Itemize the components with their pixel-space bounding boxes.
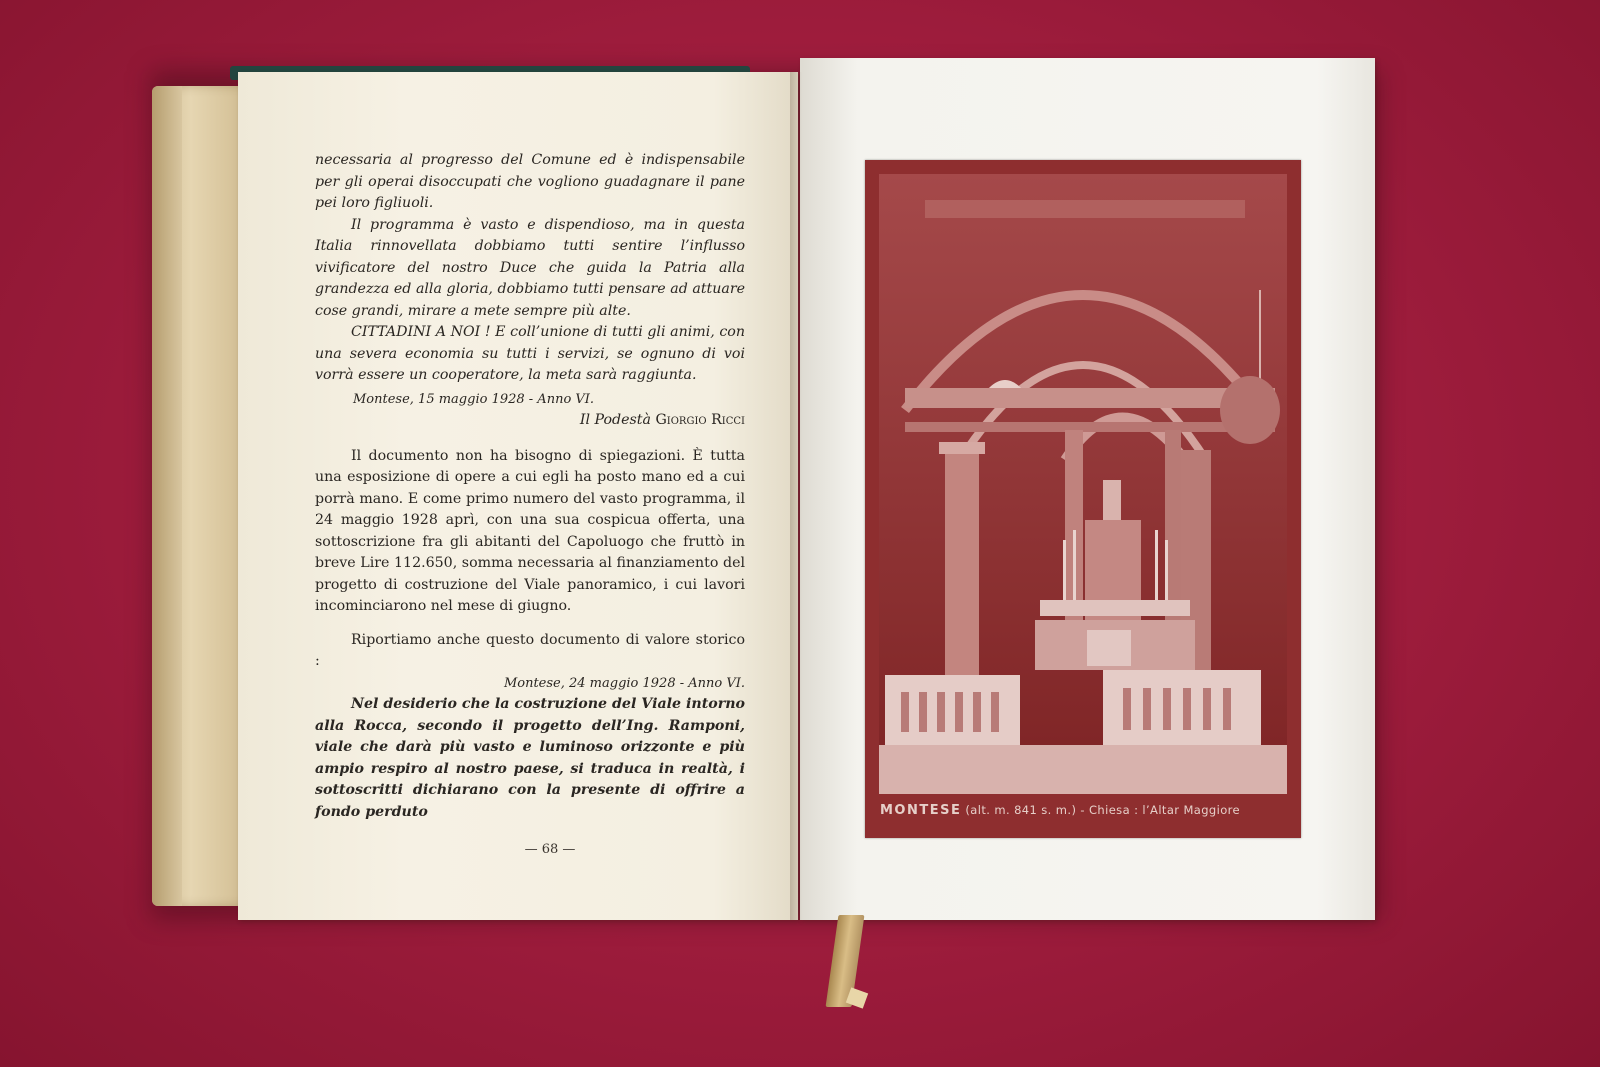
caption-detail: (alt. m. 841 s. m.) - Chiesa : l’Altar Maggiore	[965, 803, 1241, 817]
signature	[315, 410, 745, 432]
altar-illustration	[865, 160, 1301, 838]
caption-place: MONTESE	[880, 803, 962, 818]
signature-name: Giorgio Ricci	[655, 412, 745, 428]
plate-caption	[880, 803, 1290, 818]
paragraph: Il programma è vasto e dispendioso, ma in questa Italia rinnovellata dobbiamo tutti sentire l’influsso vivificatore del nostro Duce che guida la Patria alla grandezza ed alla gloria, dobbiamo tutti pensare ad attuare cose grandi, mirare a mete sempre più alte.	[315, 216, 745, 319]
book-spine-band	[152, 86, 182, 906]
signature-place: Montese, 15 maggio 1928 - Anno VI.	[353, 391, 595, 407]
church-altar-photograph	[865, 160, 1301, 838]
document-text: Nel desiderio che la costruzione del Viale intorno alla Rocca, secondo il progetto dell’Ing. Ramponi, viale che darà più vasto e luminoso orizzonte e più ampio respiro al nostro paese, si traduca in realtà, i sottoscritti dichiarano con la presente di offrire a fondo perduto	[315, 696, 745, 820]
paragraph: CITTADINI A NOI ! E coll’unione di tutti gli animi, con una severa economia su tutti i servizi, se ognuno di voi vorrà essere un cooperatore, la meta sarà raggiunta.	[315, 324, 745, 383]
signature-title: Il Podestà	[579, 412, 651, 428]
page-number: — 68 —	[524, 842, 576, 857]
paragraph: Il documento non ha bisogno di spiegazioni. È tutta una esposizione di opere a cui egli ha posto mano ed a cui porrà mano. E come primo numero del vasto programma, il 24 maggio 1928 aprì, con una sua cospicua offerta, una sottoscrizione fra gli abitanti del Capoluogo che fruttò in breve Lire 112.650, somma necessaria al finanziamento del progetto di costruzione del Viale panoramico, i cui lavori incominciarono nel mese di giugno.	[315, 447, 745, 614]
paragraph: necessaria al progresso del Comune ed è indispensabile per gli operai disoccupati che vogliono guadagnare il pane pei loro figliuoli.	[315, 152, 745, 211]
paragraph: Riportiamo anche questo documento di valore storico :	[315, 631, 745, 669]
left-page-text	[315, 150, 745, 823]
book-gutter	[790, 72, 810, 920]
document-date: Montese, 24 maggio 1928 - Anno VI.	[503, 675, 745, 691]
